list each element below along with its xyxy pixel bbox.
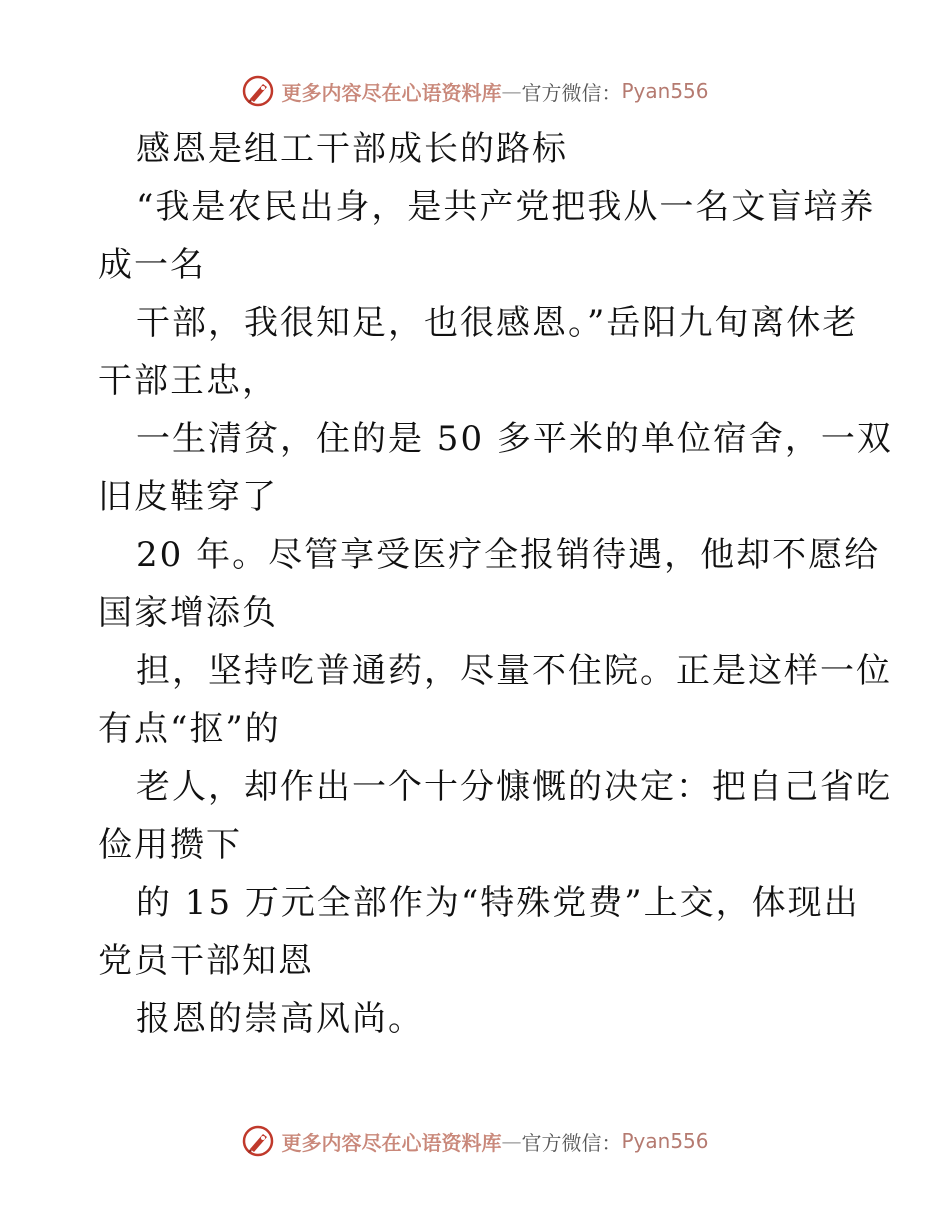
document-body <box>98 120 893 1048</box>
text-line: 成一名 <box>98 245 206 285</box>
watermark-text: 更多内容尽在心语资料库 <box>281 80 502 105</box>
text-line: 报恩的崇高风尚。 <box>136 999 424 1039</box>
text-line: 旧皮鞋穿了 <box>98 477 278 517</box>
header-watermark <box>0 74 950 108</box>
text-line: 担，坚持吃普通药，尽量不住院。正是这样一位 <box>136 651 892 691</box>
text-line: 一生清贫，住的是 50 多平米的单位宿舍，一双 <box>136 419 893 459</box>
text-line: 俭用攒下 <box>98 825 242 865</box>
text-line: 的 15 万元全部作为“特殊党费”上交，体现出 <box>136 883 860 923</box>
footer-watermark <box>0 1124 950 1158</box>
text-line: 老人，却作出一个十分慷慨的决定：把自己省吃 <box>136 767 892 807</box>
watermark-label: 官方微信： <box>521 80 622 105</box>
watermark-label: 官方微信： <box>521 1130 622 1155</box>
watermark-id: Pyan556 <box>621 1129 709 1153</box>
text-line: 国家增添负 <box>98 593 278 633</box>
text-line: 感恩是组工干部成长的路标 <box>136 129 568 169</box>
pen-logo-icon <box>241 74 275 108</box>
text-line: 20 年。尽管享受医疗全报销待遇，他却不愿给 <box>136 535 881 575</box>
text-line: 干部王忠， <box>98 361 278 401</box>
text-line: 党员干部知恩 <box>98 941 314 981</box>
text-line: “我是农民出身，是共产党把我从一名文盲培养 <box>136 187 876 227</box>
text-line: 干部，我很知足，也很感恩。”岳阳九旬离休老 <box>136 303 859 343</box>
watermark-text: 更多内容尽在心语资料库 <box>281 1130 502 1155</box>
watermark-id: Pyan556 <box>621 79 709 103</box>
watermark-dash: — <box>501 1129 522 1153</box>
pen-logo-icon <box>241 1124 275 1158</box>
watermark-dash: — <box>501 79 522 103</box>
text-line: 有点“抠”的 <box>98 709 281 749</box>
